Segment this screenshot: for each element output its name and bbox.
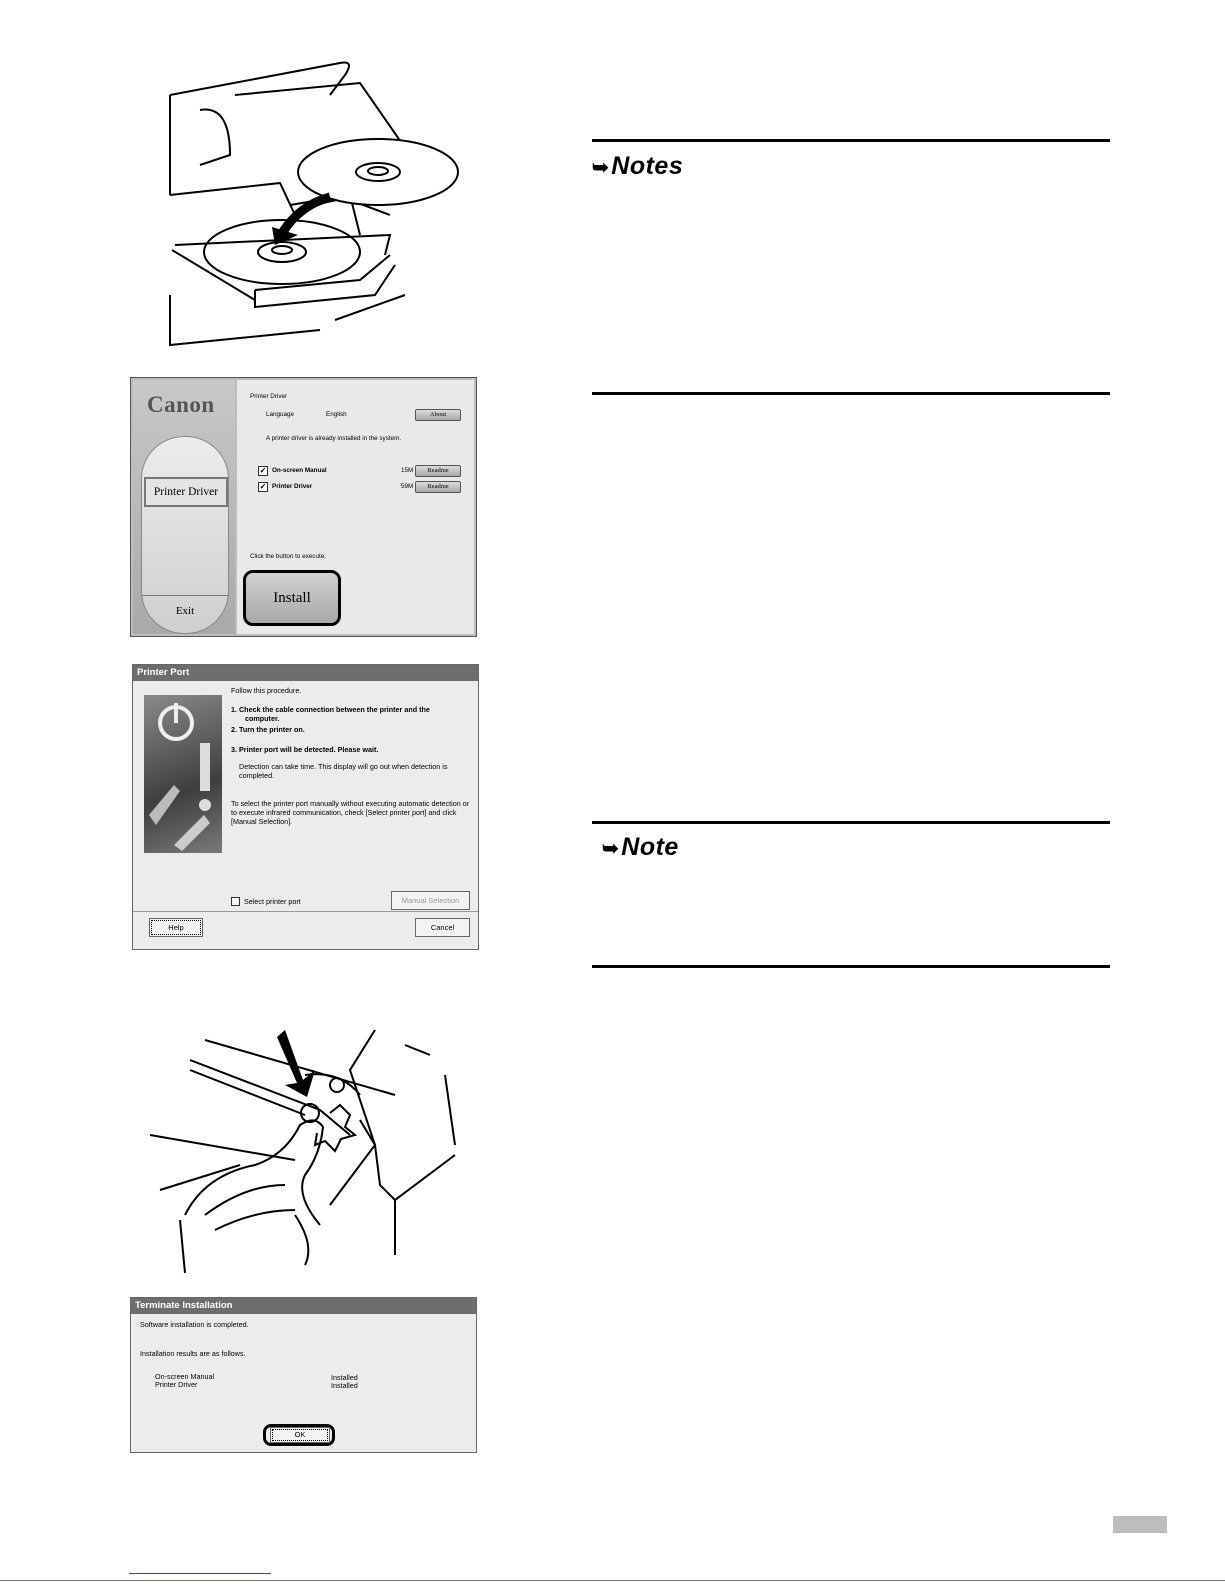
dialog-title: Terminate Installation <box>131 1298 476 1314</box>
notes-heading: ➥Notes <box>592 152 684 180</box>
canon-installer-screenshot <box>130 377 477 637</box>
power-button-illustration <box>145 1015 465 1275</box>
checkbox-onscreen-manual[interactable]: ✓ <box>259 466 267 475</box>
intro-text: Follow this procedure. <box>231 686 302 695</box>
installer-panel <box>237 380 474 634</box>
select-port-label: Select printer port <box>244 897 301 906</box>
arrow-icon: ➥ <box>602 838 620 860</box>
printer-port-dialog <box>132 664 479 950</box>
result-status: Installed <box>331 1373 358 1382</box>
step2-text: 2. Turn the printer on. <box>231 725 305 734</box>
detect-text: Detection can take time. This display will go out when detection is <box>239 762 448 771</box>
item-label: On-screen Manual <box>272 467 327 474</box>
help-button[interactable]: Help <box>149 918 203 937</box>
results-text: Installation results are as follows. <box>140 1349 246 1358</box>
dialog-title: Printer Port <box>133 665 478 681</box>
completed-text: Software installation is completed. <box>140 1320 249 1329</box>
page-number-tab <box>1113 1516 1167 1533</box>
execute-hint: Click the button to execute. <box>250 553 326 560</box>
section-title: Printer Driver <box>250 393 288 400</box>
about-button[interactable]: About <box>415 409 461 421</box>
item-size: 15M <box>401 467 414 474</box>
sidebar-pill <box>141 436 229 634</box>
step1-text-cont: computer. <box>245 714 280 723</box>
item-size: 59M <box>401 483 414 490</box>
result-status: Installed <box>331 1381 358 1390</box>
manual-text-cont: [Manual Selection]. <box>231 817 293 826</box>
printer-driver-button[interactable]: Printer Driver <box>144 477 228 507</box>
readme-button[interactable]: Readme <box>415 481 461 493</box>
divider <box>592 392 1110 395</box>
note-heading: ➥Note <box>602 833 679 861</box>
manual-selection-button[interactable]: Manual Selection <box>391 891 470 910</box>
footer-link-underline <box>129 1573 271 1574</box>
language-label: Language <box>266 411 295 418</box>
language-value: English <box>326 411 347 418</box>
result-item: Printer Driver <box>155 1380 198 1389</box>
printer-port-image <box>144 695 222 853</box>
install-button[interactable]: Install <box>243 570 341 626</box>
terminate-installation-dialog <box>130 1297 477 1453</box>
divider <box>133 911 478 912</box>
divider <box>592 821 1110 824</box>
cd-insert-illustration <box>160 55 480 355</box>
result-item: On-screen Manual <box>155 1372 215 1381</box>
status-message: A printer driver is already installed in the system. <box>266 435 402 442</box>
cancel-button[interactable]: Cancel <box>415 918 470 937</box>
step1-text: 1. Check the cable connection between the printer and the <box>231 705 430 714</box>
select-port-checkbox[interactable] <box>231 897 240 906</box>
arrow-icon: ➥ <box>592 157 610 179</box>
readme-button[interactable]: Readme <box>415 465 461 477</box>
power-icon <box>144 695 222 853</box>
footer-rule <box>0 1580 1225 1581</box>
ok-button[interactable]: OK <box>270 1427 330 1443</box>
checkbox-printer-driver[interactable]: ✓ <box>259 482 267 491</box>
installer-sidebar <box>133 380 235 634</box>
exit-button[interactable]: Exit <box>175 605 195 617</box>
manual-text: To select the printer port manually without executing automatic detection or <box>231 799 470 808</box>
canon-logo: Canon <box>147 392 215 417</box>
step3-text: 3. Printer port will be detected. Please wait. <box>231 745 379 754</box>
detect-text-cont: completed. <box>239 771 275 780</box>
item-label: Printer Driver <box>272 483 313 490</box>
divider <box>592 139 1110 142</box>
divider <box>142 595 228 596</box>
manual-text-cont: to execute infrared communication, check [Select printer port] and click <box>231 808 457 817</box>
divider <box>592 965 1110 968</box>
